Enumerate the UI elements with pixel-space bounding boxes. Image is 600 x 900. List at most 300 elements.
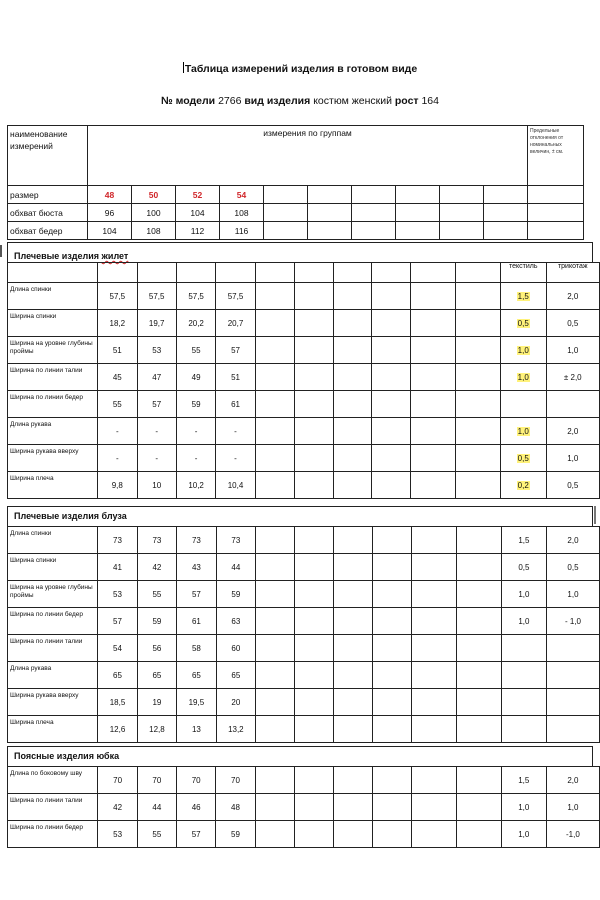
- value-cell: 53: [137, 337, 176, 364]
- table-row: [8, 716, 600, 743]
- value-cell: [396, 204, 440, 222]
- value-cell: 42: [98, 794, 137, 821]
- highlighted-value: 1,0: [517, 345, 529, 355]
- value-cell: 57,5: [176, 283, 215, 310]
- value-cell: [295, 581, 334, 608]
- table-row: [8, 554, 600, 581]
- value-cell: [295, 662, 334, 689]
- value-cell: [334, 716, 373, 743]
- table-row: [8, 794, 600, 821]
- textile-tolerance: [500, 337, 546, 364]
- value-cell: [352, 186, 396, 204]
- value-cell: [256, 554, 295, 581]
- value-cell: 96: [88, 204, 132, 222]
- value-cell: [333, 821, 372, 848]
- textile-tolerance: 1,5: [501, 767, 546, 794]
- knit-tolerance: 1,0: [546, 794, 599, 821]
- highlighted-value: 1,0: [517, 372, 529, 382]
- empty-cell: [411, 263, 456, 283]
- row-label: обхват бедер: [8, 222, 88, 240]
- document-title: [0, 62, 600, 75]
- value-cell: 10: [137, 472, 176, 499]
- empty-cell: [456, 472, 501, 499]
- value-cell: 48: [216, 794, 255, 821]
- row-label: Ширина спинки: [8, 310, 98, 337]
- value-cell: 61: [216, 391, 255, 418]
- table-row: [8, 689, 600, 716]
- knit-tolerance: -1,0: [546, 821, 599, 848]
- value-cell: [372, 418, 411, 445]
- empty-cell: [411, 472, 456, 499]
- table-row: [8, 581, 600, 608]
- value-cell: [373, 608, 412, 635]
- value-cell: 70: [177, 767, 216, 794]
- value-cell: [256, 662, 295, 689]
- empty-cell: [411, 821, 456, 848]
- value-cell: [372, 794, 411, 821]
- value-cell: [333, 283, 372, 310]
- textile-tolerance: [500, 283, 546, 310]
- value-cell: 43: [177, 554, 216, 581]
- empty-cell: [412, 527, 457, 554]
- value-cell: 13: [177, 716, 216, 743]
- column-header-row: [8, 263, 600, 283]
- value-cell: 100: [132, 204, 176, 222]
- value-cell: 52: [176, 186, 220, 204]
- value-cell: [255, 391, 294, 418]
- margin-marker: [594, 506, 596, 524]
- empty-cell: [456, 418, 501, 445]
- model-prefix: № модели: [160, 95, 216, 107]
- empty-cell: [412, 662, 457, 689]
- knit-tolerance: 1,0: [546, 581, 599, 608]
- value-cell: [255, 283, 294, 310]
- empty-cell: [98, 263, 137, 283]
- section-skirt-title: Поясные изделия юбка: [7, 746, 593, 766]
- value-cell: 54: [220, 186, 264, 204]
- value-cell: [372, 821, 411, 848]
- knit-tolerance: 1,0: [546, 445, 599, 472]
- value-cell: 57,5: [98, 283, 137, 310]
- value-cell: [484, 222, 528, 240]
- value-cell: [373, 635, 412, 662]
- value-cell: [333, 310, 372, 337]
- value-cell: 49: [176, 364, 215, 391]
- value-cell: [373, 554, 412, 581]
- row-label: обхват бюста: [8, 204, 88, 222]
- value-cell: -: [216, 418, 255, 445]
- value-cell: 65: [98, 662, 137, 689]
- row-label: Длина спинки: [8, 283, 98, 310]
- skirt-table: [7, 766, 600, 848]
- empty-cell: [456, 635, 501, 662]
- value-cell: 63: [216, 608, 255, 635]
- value-cell: 55: [137, 821, 176, 848]
- value-cell: [334, 635, 373, 662]
- row-label: Ширина рукава вверху: [8, 689, 98, 716]
- value-cell: 55: [137, 581, 176, 608]
- row-label: Длина рукава: [8, 662, 98, 689]
- empty-cell: [456, 554, 501, 581]
- value-cell: 57: [177, 821, 216, 848]
- empty-cell: [456, 581, 501, 608]
- empty-cell: [412, 689, 457, 716]
- value-cell: 44: [137, 794, 176, 821]
- value-cell: 59: [216, 821, 255, 848]
- knit-tolerance: 0,5: [546, 554, 599, 581]
- value-cell: [372, 767, 411, 794]
- value-cell: 13,2: [216, 716, 255, 743]
- name-header: наименование измерений: [8, 126, 88, 186]
- table-row: [8, 222, 584, 240]
- value-cell: 73: [216, 527, 255, 554]
- value-cell: [256, 527, 295, 554]
- highlighted-value: 0,5: [517, 453, 529, 463]
- value-cell: [264, 186, 308, 204]
- empty-cell: [456, 794, 501, 821]
- col-textile-header: текстиль: [500, 263, 546, 283]
- value-cell: 73: [137, 527, 176, 554]
- value-cell: 53: [98, 821, 137, 848]
- empty-cell: [412, 608, 457, 635]
- highlighted-value: 1,0: [517, 426, 529, 436]
- empty-cell: [528, 186, 584, 204]
- value-cell: 104: [88, 222, 132, 240]
- knit-tolerance: 1,0: [546, 337, 599, 364]
- empty-cell: [412, 716, 457, 743]
- empty-cell: [412, 635, 457, 662]
- value-cell: 108: [220, 204, 264, 222]
- value-cell: 46: [177, 794, 216, 821]
- value-cell: 58: [177, 635, 216, 662]
- row-label: Ширина плеча: [8, 716, 98, 743]
- value-cell: 70: [216, 767, 255, 794]
- knit-tolerance: - 1,0: [546, 608, 599, 635]
- value-cell: [255, 472, 294, 499]
- table-row: [8, 472, 600, 499]
- value-cell: 108: [132, 222, 176, 240]
- value-cell: 56: [137, 635, 176, 662]
- value-cell: [334, 554, 373, 581]
- value-cell: 57: [177, 581, 216, 608]
- value-cell: -: [176, 418, 215, 445]
- value-cell: [294, 337, 333, 364]
- empty-cell: [456, 364, 501, 391]
- vest-table: [7, 262, 600, 499]
- value-cell: 61: [177, 608, 216, 635]
- empty-cell: [456, 391, 501, 418]
- value-cell: 65: [137, 662, 176, 689]
- value-cell: [295, 635, 334, 662]
- empty-cell: [528, 204, 584, 222]
- empty-cell: [456, 608, 501, 635]
- value-cell: [373, 689, 412, 716]
- textile-tolerance: 1,0: [501, 581, 546, 608]
- value-cell: 41: [98, 554, 137, 581]
- textile-tolerance: [501, 635, 546, 662]
- tolerance-note: Предельные отклонения от номинальных величин, ± см.: [528, 126, 584, 186]
- value-cell: 20: [216, 689, 255, 716]
- table-row: [8, 608, 600, 635]
- value-cell: [294, 794, 333, 821]
- knit-tolerance: ± 2,0: [546, 364, 599, 391]
- table-row: [8, 364, 600, 391]
- value-cell: [295, 689, 334, 716]
- empty-cell: [411, 418, 456, 445]
- value-cell: [294, 310, 333, 337]
- value-cell: [440, 186, 484, 204]
- row-label: Ширина по линии талии: [8, 794, 98, 821]
- value-cell: [333, 391, 372, 418]
- table-row: [8, 283, 600, 310]
- value-cell: [255, 418, 294, 445]
- value-cell: 70: [137, 767, 176, 794]
- type-value: костюм женский: [313, 95, 392, 107]
- value-cell: 9,8: [98, 472, 137, 499]
- knit-tolerance: [546, 635, 599, 662]
- knit-tolerance: 0,5: [546, 472, 599, 499]
- textile-tolerance: [501, 662, 546, 689]
- textile-tolerance: [500, 418, 546, 445]
- value-cell: [372, 310, 411, 337]
- table-row: [8, 186, 584, 204]
- row-label: Ширина рукава вверху: [8, 445, 98, 472]
- value-cell: [333, 445, 372, 472]
- textile-tolerance: [501, 716, 546, 743]
- empty-cell: [176, 263, 215, 283]
- row-label: Ширина по линии бедер: [8, 821, 98, 848]
- value-cell: [333, 472, 372, 499]
- value-cell: 57: [216, 337, 255, 364]
- value-cell: [334, 608, 373, 635]
- value-cell: [294, 445, 333, 472]
- table-row: [8, 635, 600, 662]
- textile-tolerance: [501, 689, 546, 716]
- value-cell: -: [98, 418, 137, 445]
- table-row: [8, 527, 600, 554]
- value-cell: 104: [176, 204, 220, 222]
- value-cell: 59: [216, 581, 255, 608]
- value-cell: [372, 283, 411, 310]
- table-row: [8, 662, 600, 689]
- row-label: Длина рукава: [8, 418, 98, 445]
- empty-cell: [294, 263, 333, 283]
- value-cell: 19,7: [137, 310, 176, 337]
- value-cell: [484, 186, 528, 204]
- value-cell: [294, 391, 333, 418]
- empty-cell: [456, 716, 501, 743]
- value-cell: [334, 662, 373, 689]
- value-cell: -: [137, 418, 176, 445]
- value-cell: 42: [137, 554, 176, 581]
- row-label: Ширина плеча: [8, 472, 98, 499]
- value-cell: [256, 635, 295, 662]
- value-cell: [264, 222, 308, 240]
- textile-tolerance: [500, 364, 546, 391]
- knit-tolerance: [546, 391, 599, 418]
- knit-tolerance: 2,0: [546, 283, 599, 310]
- value-cell: [295, 554, 334, 581]
- row-label: размер: [8, 186, 88, 204]
- type-label: вид изделия: [244, 95, 311, 107]
- row-label: Ширина на уровне глубины проймы: [8, 337, 98, 364]
- value-cell: [294, 418, 333, 445]
- value-cell: [372, 472, 411, 499]
- value-cell: [440, 204, 484, 222]
- value-cell: 18,5: [98, 689, 137, 716]
- value-cell: 12,6: [98, 716, 137, 743]
- empty-cell: [411, 283, 456, 310]
- empty-cell: [137, 263, 176, 283]
- empty-cell: [456, 337, 501, 364]
- value-cell: [255, 445, 294, 472]
- empty-cell: [411, 310, 456, 337]
- value-cell: 18,2: [98, 310, 137, 337]
- value-cell: [373, 662, 412, 689]
- value-cell: [372, 364, 411, 391]
- value-cell: [373, 716, 412, 743]
- value-cell: 116: [220, 222, 264, 240]
- table-row: [8, 821, 600, 848]
- empty-cell: [411, 364, 456, 391]
- table-row: [8, 204, 584, 222]
- knit-tolerance: 2,0: [546, 418, 599, 445]
- value-cell: -: [137, 445, 176, 472]
- value-cell: 57: [137, 391, 176, 418]
- knit-tolerance: 0,5: [546, 310, 599, 337]
- empty-cell: [456, 283, 501, 310]
- table-row: [8, 445, 600, 472]
- value-cell: [352, 222, 396, 240]
- value-cell: [333, 767, 372, 794]
- empty-cell: [456, 689, 501, 716]
- value-cell: [373, 581, 412, 608]
- value-cell: 54: [98, 635, 137, 662]
- row-label: Длина спинки: [8, 527, 98, 554]
- value-cell: [333, 418, 372, 445]
- value-cell: [333, 364, 372, 391]
- value-cell: 65: [177, 662, 216, 689]
- groups-header: измерения по группам: [88, 126, 528, 186]
- empty-cell: [456, 310, 501, 337]
- row-label: Ширина по линии бедер: [8, 391, 98, 418]
- value-cell: 45: [98, 364, 137, 391]
- value-cell: [372, 391, 411, 418]
- row-label: Ширина по линии бедер: [8, 608, 98, 635]
- model-line: [0, 95, 600, 107]
- value-cell: 47: [137, 364, 176, 391]
- empty-cell: [411, 337, 456, 364]
- value-cell: [294, 472, 333, 499]
- value-cell: 60: [216, 635, 255, 662]
- table-row: [8, 418, 600, 445]
- value-cell: 48: [88, 186, 132, 204]
- text-cursor: [183, 62, 184, 73]
- value-cell: 20,2: [176, 310, 215, 337]
- value-cell: [295, 527, 334, 554]
- height-label: рост: [394, 95, 419, 107]
- value-cell: 59: [137, 608, 176, 635]
- value-cell: [352, 204, 396, 222]
- value-cell: [334, 527, 373, 554]
- value-cell: 44: [216, 554, 255, 581]
- knit-tolerance: 2,0: [546, 527, 599, 554]
- value-cell: 10,4: [216, 472, 255, 499]
- value-cell: [255, 767, 294, 794]
- knit-tolerance: [546, 716, 599, 743]
- value-cell: [396, 186, 440, 204]
- section-blouse-title: Плечевые изделия блуза: [7, 506, 593, 526]
- value-cell: [255, 821, 294, 848]
- empty-cell: [456, 527, 501, 554]
- model-number: 2766: [218, 95, 242, 107]
- value-cell: [295, 716, 334, 743]
- document-title-text: Таблица измерений изделия в готовом виде: [184, 63, 418, 75]
- textile-tolerance: 1,0: [501, 821, 546, 848]
- empty-cell: [411, 767, 456, 794]
- value-cell: [440, 222, 484, 240]
- value-cell: 65: [216, 662, 255, 689]
- empty-cell: [456, 821, 501, 848]
- col-knit-header: трикотаж: [546, 263, 599, 283]
- empty-cell: [456, 767, 501, 794]
- value-cell: [264, 204, 308, 222]
- row-label: Ширина по линии талии: [8, 364, 98, 391]
- value-cell: [308, 204, 352, 222]
- section-vest-title: Плечевые изделия жилет: [7, 242, 593, 262]
- value-cell: 57: [98, 608, 137, 635]
- value-cell: [294, 821, 333, 848]
- empty-cell: [372, 263, 411, 283]
- value-cell: [333, 337, 372, 364]
- value-cell: [372, 445, 411, 472]
- row-label: Длина по боковому шву: [8, 767, 98, 794]
- value-cell: [295, 608, 334, 635]
- value-cell: [484, 204, 528, 222]
- value-cell: 10,2: [176, 472, 215, 499]
- table-row: [8, 391, 600, 418]
- value-cell: 51: [98, 337, 137, 364]
- value-cell: [373, 527, 412, 554]
- value-cell: 51: [216, 364, 255, 391]
- textile-tolerance: 1,0: [501, 794, 546, 821]
- value-cell: 73: [98, 527, 137, 554]
- value-cell: -: [216, 445, 255, 472]
- value-cell: [255, 364, 294, 391]
- empty-cell: [333, 263, 372, 283]
- value-cell: 19,5: [177, 689, 216, 716]
- value-cell: [256, 716, 295, 743]
- value-cell: [255, 310, 294, 337]
- row-label: Ширина на уровне глубины проймы: [8, 581, 98, 608]
- margin-marker: [0, 245, 2, 257]
- textile-tolerance: 0,5: [501, 554, 546, 581]
- empty-cell: [412, 581, 457, 608]
- table-row: [8, 767, 600, 794]
- blouse-table: [7, 526, 600, 743]
- knit-tolerance: 2,0: [546, 767, 599, 794]
- row-label: Ширина по линии талии: [8, 635, 98, 662]
- value-cell: [256, 581, 295, 608]
- value-cell: [256, 689, 295, 716]
- value-cell: 57,5: [137, 283, 176, 310]
- value-cell: 55: [176, 337, 215, 364]
- value-cell: 59: [176, 391, 215, 418]
- empty-cell: [8, 263, 98, 283]
- value-cell: 73: [177, 527, 216, 554]
- value-cell: [308, 222, 352, 240]
- empty-cell: [411, 445, 456, 472]
